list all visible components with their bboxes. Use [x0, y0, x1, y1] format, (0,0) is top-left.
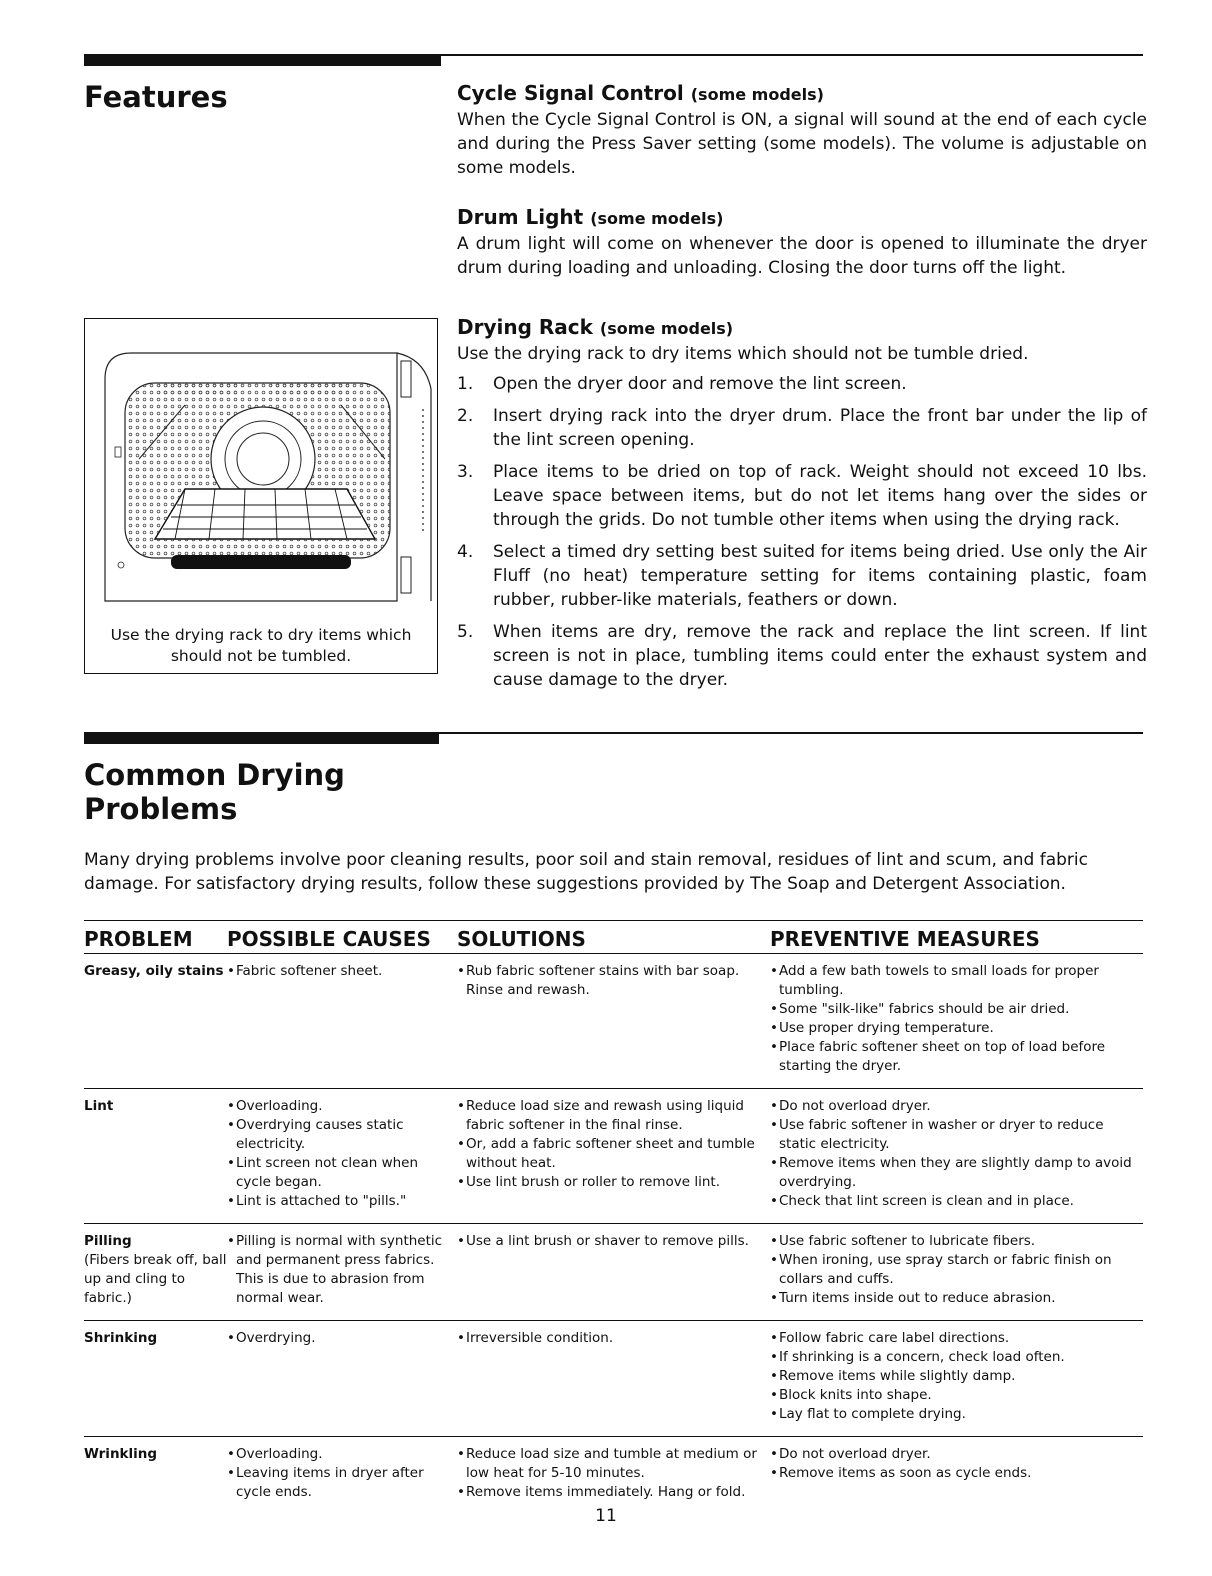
step-item: 3. Place items to be dried on top of rack. Weight should not exceed 10 lbs. Leave space between items, but do not let items hang over the sides or through the grids. Do not tumble other items when using the drying rack. — [457, 462, 1147, 530]
list-item: • Check that lint screen is clean and in place. — [770, 1192, 1143, 1211]
list-item: • Do not overload dryer. — [770, 1097, 1143, 1116]
table-row — [84, 1437, 1143, 1515]
header-problem: PROBLEM — [84, 921, 227, 954]
step-item: 2. Insert drying rack into the dryer drum. Place the front bar under the lip of the lint screen opening. — [457, 406, 1147, 450]
problem-name: Lint — [84, 1089, 227, 1224]
list-item: • Place fabric softener sheet on top of load before starting the dryer. — [770, 1038, 1143, 1076]
cycle-signal-body: When the Cycle Signal Control is ON, a signal will sound at the end of each cycle and during the Press Saver setting (some models). The volume is adjustable on some models. — [457, 110, 1147, 178]
list-item: • Some "silk-like" fabrics should be air dried. — [770, 1000, 1143, 1019]
list-item: • Leaving items in dryer after cycle ends. — [227, 1464, 457, 1502]
list-item: • Irreversible condition. — [457, 1329, 770, 1348]
problem-name: Greasy, oily stains — [84, 954, 227, 1089]
features-rule-thick — [84, 54, 441, 66]
cycle-signal-heading: Cycle Signal Control (some models) — [457, 81, 824, 105]
drying-rack-steps — [457, 372, 1147, 692]
problems-rule-thick — [84, 732, 439, 744]
drying-rack-section — [457, 314, 1147, 700]
drying-rack-body: Use the drying rack to dry items which should not be tumble dried. — [457, 344, 1029, 364]
list-item: • Lay flat to complete drying. — [770, 1405, 1143, 1424]
list-item: • Or, add a fabric softener sheet and tumble without heat. — [457, 1135, 770, 1173]
problem-name: Pilling (Fibers break off, ball up and cling to fabric.) — [84, 1224, 227, 1321]
list-item: • Lint screen not clean when cycle began. — [227, 1154, 457, 1192]
list-item: • If shrinking is a concern, check load often. — [770, 1348, 1143, 1367]
list-item: • Overloading. — [227, 1097, 457, 1116]
measures-cell — [770, 954, 1143, 1089]
list-item: • Use fabric softener in washer or dryer to reduce static electricity. — [770, 1116, 1143, 1154]
drum-light-heading: Drum Light (some models) — [457, 205, 724, 229]
list-item: • Remove items as soon as cycle ends. — [770, 1464, 1143, 1483]
list-item: • Overdrying. — [227, 1329, 457, 1348]
page-number: 11 — [595, 1506, 617, 1526]
features-title: Features — [84, 80, 228, 114]
list-item: • Add a few bath towels to small loads for proper tumbling. — [770, 962, 1143, 1000]
header-causes: POSSIBLE CAUSES — [227, 921, 457, 954]
table-row — [84, 954, 1143, 1089]
step-item: 4. Select a timed dry setting best suited for items being dried. Use only the Air Fluff (no heat) temperature setting for items containing plastic, foam rubber, rubber-like materials, feathers or down. — [457, 542, 1147, 610]
list-item: • Use proper drying temperature. — [770, 1019, 1143, 1038]
list-item: • Remove items immediately. Hang or fold. — [457, 1483, 770, 1502]
drying-rack-figure — [84, 318, 438, 674]
drum-light-body: A drum light will come on whenever the door is opened to illuminate the dryer drum during loading and unloading. Closing the door turns off the light. — [457, 234, 1147, 278]
list-item: • Use fabric softener to lubricate fibers. — [770, 1232, 1143, 1251]
solutions-cell — [457, 1224, 770, 1321]
problems-intro: Many drying problems involve poor cleaning results, poor soil and stain removal, residues of lint and scum, and fabric damage. For satisfactory drying results, follow these suggestions provided by The Soap and Detergent Association. — [84, 850, 1088, 894]
list-item: • Fabric softener sheet. — [227, 962, 457, 981]
causes-cell — [227, 1321, 457, 1437]
list-item: • Lint is attached to "pills." — [227, 1192, 457, 1211]
list-item: • Overloading. — [227, 1445, 457, 1464]
step-item: 5. When items are dry, remove the rack and replace the lint screen. If lint screen is not in place, tumbling items could enter the exhaust system and cause damage to the dryer. — [457, 622, 1147, 690]
causes-cell — [227, 1089, 457, 1224]
table-row — [84, 1321, 1143, 1437]
list-item: • Remove items while slightly damp. — [770, 1367, 1143, 1386]
list-item: • Remove items when they are slightly damp to avoid overdrying. — [770, 1154, 1143, 1192]
solutions-cell — [457, 1089, 770, 1224]
figure-caption: Use the drying rack to dry items which should not be tumbled. — [110, 626, 412, 665]
causes-cell — [227, 1224, 457, 1321]
header-solutions: SOLUTIONS — [457, 921, 770, 954]
solutions-cell — [457, 954, 770, 1089]
drum-light-section — [457, 204, 1147, 280]
problem-name: Shrinking — [84, 1321, 227, 1437]
measures-cell — [770, 1321, 1143, 1437]
table-header-row — [84, 921, 1143, 954]
list-item: • Reduce load size and rewash using liquid fabric softener in the final rinse. — [457, 1097, 770, 1135]
problem-name: Wrinkling — [84, 1446, 158, 1462]
list-item: • Pilling is normal with synthetic and permanent press fabrics. This is due to abrasion from normal wear. — [227, 1232, 457, 1308]
list-item: • Follow fabric care label directions. — [770, 1329, 1143, 1348]
solutions-cell — [457, 1321, 770, 1437]
list-item: • Reduce load size and tumble at medium or low heat for 5-10 minutes. — [457, 1445, 770, 1483]
step-item: 1. Open the dryer door and remove the lint screen. — [457, 374, 907, 394]
list-item: • When ironing, use spray starch or fabric finish on collars and cuffs. — [770, 1251, 1143, 1289]
causes-cell — [227, 1437, 457, 1515]
list-item: • Use lint brush or roller to remove lint. — [457, 1173, 770, 1192]
list-item: • Turn items inside out to reduce abrasion. — [770, 1289, 1143, 1308]
list-item: • Block knits into shape. — [770, 1386, 1143, 1405]
list-item: • Use a lint brush or shaver to remove pills. — [457, 1232, 770, 1251]
measures-cell — [770, 1437, 1143, 1515]
measures-cell — [770, 1089, 1143, 1224]
header-measures: PREVENTIVE MEASURES — [770, 921, 1143, 954]
solutions-cell — [457, 1437, 770, 1515]
list-item: • Overdrying causes static electricity. — [227, 1116, 457, 1154]
dryer-drum-illustration — [85, 319, 437, 619]
cycle-signal-section — [457, 80, 1147, 180]
causes-cell — [227, 954, 457, 1089]
list-item: • Do not overload dryer. — [770, 1445, 1143, 1464]
drying-rack-heading: Drying Rack (some models) — [457, 315, 734, 339]
problems-title: Common Drying Problems — [84, 758, 345, 826]
list-item: • Rub fabric softener stains with bar soap. Rinse and rewash. — [457, 962, 770, 1000]
measures-cell — [770, 1224, 1143, 1321]
drying-problems-table — [84, 920, 1143, 1514]
table-row — [84, 1089, 1143, 1224]
table-row — [84, 1224, 1143, 1321]
